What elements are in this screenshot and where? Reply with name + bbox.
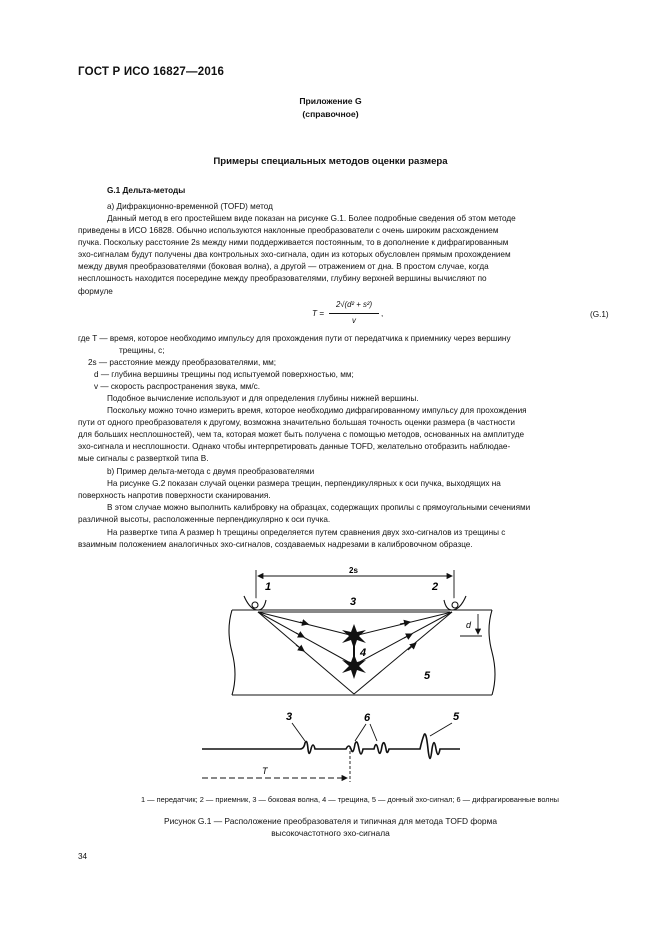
leader-3 (292, 723, 305, 741)
section-title: Примеры специальных методов оценки размера (213, 156, 448, 167)
paragraph-3 (78, 405, 614, 465)
text-line: приведены в ИСО 16828. Обычно используются наклонные преобразователи с очень широким расхождением (78, 226, 499, 236)
text-line: поверхность напротив поверхности сканирования. (78, 491, 271, 501)
text-line: несплошность находится посередине между преобразователями, глубину верхней вершины вычисляют по (78, 274, 487, 284)
receiver-icon (444, 596, 466, 610)
where-line: v — скорость распространения звука, мм/с. (94, 382, 260, 391)
formula-denominator: v (352, 316, 356, 325)
formula-tail: , (381, 309, 384, 318)
label-3: 3 (350, 596, 357, 608)
text-line: эхо-сигналам будут получены два контрольных эхо-сигнала, один из которых обусловлен прямым прохождением (78, 250, 511, 260)
paragraph-2: Подобное вычисление используют и для определения глубины нижней вершины. (107, 394, 419, 403)
leader-5 (430, 723, 452, 736)
where-line: трещины, с; (119, 346, 165, 355)
text-line: Данный метод в его простейшем виде показан на рисунке G.1. Более подробные сведения об этом методе (107, 214, 516, 223)
formula-fraction-bar (329, 313, 379, 314)
text-line: между двумя преобразователями (боковая волна), а другой — отражением от дна. В простом случае, когда (78, 262, 489, 272)
formula-numerator: 2√(d² + s²) (335, 300, 373, 309)
text-line: формуле (78, 286, 113, 296)
figure-caption-line-1: Рисунок G.1 — Расположение преобразователя и типичная для метода TOFD форма (163, 816, 497, 826)
label-5-signal: 5 (453, 711, 460, 723)
leader-6a (355, 724, 366, 741)
item-b-heading: b) Пример дельта-метода с двумя преобразователями (107, 467, 315, 476)
paragraph-6 (78, 527, 614, 551)
text-line: пучка. Поскольку расстояние 2s между ними поддерживается постоянным, то в дополнение к дифрагированным (78, 238, 509, 248)
label-3-signal: 3 (286, 711, 293, 723)
tofd-figure (0, 560, 661, 790)
text-line: В этом случае можно выполнить калибровку на образцах, содержащих пропилы с прямоугольными сечениями (107, 503, 531, 512)
figure-caption-line-2: высокочастотного эхо-сигнала (271, 828, 390, 838)
leader-6b (370, 724, 377, 741)
where-line: где T — время, которое необходимо импульсу для прохождения пути от передатчика к приемнику через вершину (78, 334, 511, 343)
label-d: d (466, 620, 472, 630)
text-line: Поскольку можно точно измерить время, которое необходимо дифрагированному импульсу для прохождения (107, 406, 527, 415)
label-1: 1 (265, 581, 272, 593)
label-5: 5 (424, 670, 431, 682)
transmitter-icon (244, 596, 266, 610)
text-line: На развертке типа A размер h трещины определяется путем сравнения двух эхо-сигналов из трещины с (107, 528, 506, 537)
paragraph-4 (78, 478, 614, 502)
text-line: эхо-сигнала и несплошности. Однако чтобы интерпретировать данные TOFD, желательно отобразить наблюдае- (78, 442, 511, 452)
diffraction-star-top (342, 624, 366, 649)
dimension-label: 2s (349, 566, 358, 575)
a-scan-trace (202, 734, 460, 759)
annex-type: (справочное) (302, 109, 359, 119)
label-t: T (262, 766, 268, 776)
figure-legend: 1 — передатчик; 2 — приемник, 3 — боковая волна, 4 — трещина, 5 — донный эхо-сигнал; 6 — дифрагированные волны (140, 795, 559, 804)
text-line: мые сигналы с разверткой типа B. (78, 454, 209, 464)
document-header: ГОСТ Р ИСО 16827—2016 (78, 66, 225, 78)
text-line: взаимным положением аналогичных эхо-сигналов, создаваемых надрезами в калибровочном образце. (78, 540, 473, 550)
text-line: для больших несплошностей), чем та, которая может быть получена с помощью методов, основанных на амплитуде (78, 430, 525, 440)
text-line: На рисунке G.2 показан случай оценки размера трещин, перпендикулярных к оси пучка, выходящих на (107, 479, 501, 488)
label-6-signal: 6 (364, 712, 371, 724)
subsection-title: G.1 Дельта-методы (107, 186, 186, 195)
formula-number: (G.1) (590, 310, 609, 319)
text-line: различной высоты, расположенные перпендикулярно к оси пучка. (78, 515, 331, 525)
label-4: 4 (360, 647, 367, 659)
annex-title: Приложение G (299, 96, 362, 106)
formula-lhs: T = (312, 309, 325, 318)
paragraph-5 (78, 502, 614, 526)
label-2: 2 (432, 581, 439, 593)
where-line: d — глубина вершины трещины под испытуемой поверхностью, мм; (94, 370, 354, 379)
page-number: 34 (78, 852, 88, 861)
text-line: пути от одного преобразователя к другому, возможна значительно большая точность оценки размера (в частности (78, 418, 515, 428)
paragraph-1 (78, 213, 614, 298)
item-a-heading: a) Дифракционно-временной (TOFD) метод (107, 202, 273, 211)
where-line: 2s — расстояние между преобразователями, мм; (88, 358, 277, 367)
